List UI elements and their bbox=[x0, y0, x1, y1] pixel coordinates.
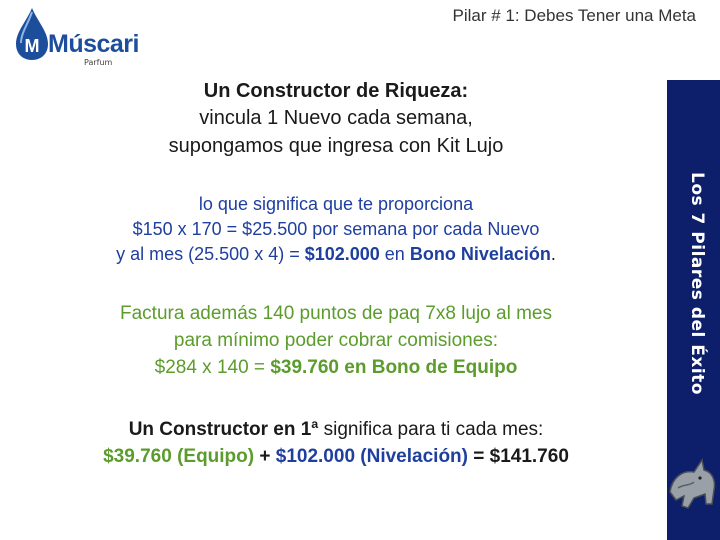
text-segment: $284 x 140 = bbox=[154, 357, 271, 378]
amount-highlight: $102.000 bbox=[304, 244, 380, 264]
nivelacion-line bbox=[0, 244, 672, 265]
text-segment: . bbox=[550, 244, 556, 264]
logo-subtitle: Parfum bbox=[84, 58, 113, 67]
rhino-icon bbox=[664, 448, 720, 518]
text-segment: en bbox=[379, 244, 410, 264]
text-line: supongamos que ingresa con Kit Lujo bbox=[168, 135, 504, 157]
sidebar-vertical-title: Los 7 Pilares del Éxito bbox=[687, 172, 707, 395]
heading-constructor: Un Constructor de Riqueza: bbox=[203, 80, 469, 102]
text-line: lo que significa que te proporciona bbox=[198, 194, 474, 214]
equipo-amount: $39.760 (Equipo) bbox=[103, 446, 255, 467]
text-segment: significa para ti cada mes: bbox=[318, 419, 544, 440]
text-line: $150 x 170 = $25.500 por semana por cada Nuevo bbox=[132, 219, 540, 239]
slide-title: Pilar # 1: Debes Tener una Meta bbox=[452, 6, 696, 25]
text-line: vincula 1 Nuevo cada semana, bbox=[199, 107, 473, 129]
summary-heading: Un Constructor en 1ª bbox=[128, 419, 319, 440]
equipo-line bbox=[0, 357, 672, 379]
water-drop-icon bbox=[12, 6, 52, 62]
bonus-name: Bono Nivelación bbox=[409, 244, 551, 264]
text-line: para mínimo poder cobrar comisiones: bbox=[173, 330, 499, 351]
summary-line bbox=[0, 419, 672, 441]
text-segment: y al mes (25.500 x 4) = bbox=[116, 244, 305, 264]
muscari-logo bbox=[8, 6, 139, 67]
total-line bbox=[0, 446, 672, 468]
total-amount: = $141.760 bbox=[467, 446, 569, 467]
nivelacion-amount: $102.000 (Nivelación) bbox=[275, 446, 468, 467]
logo-wordmark: Múscari bbox=[48, 30, 139, 58]
plus-sign: + bbox=[254, 446, 276, 467]
svg-text:M: M bbox=[24, 36, 40, 56]
amount-highlight: $39.760 en Bono de Equipo bbox=[270, 357, 518, 378]
text-line: Factura además 140 puntos de paq 7x8 lujo al mes bbox=[120, 303, 552, 324]
